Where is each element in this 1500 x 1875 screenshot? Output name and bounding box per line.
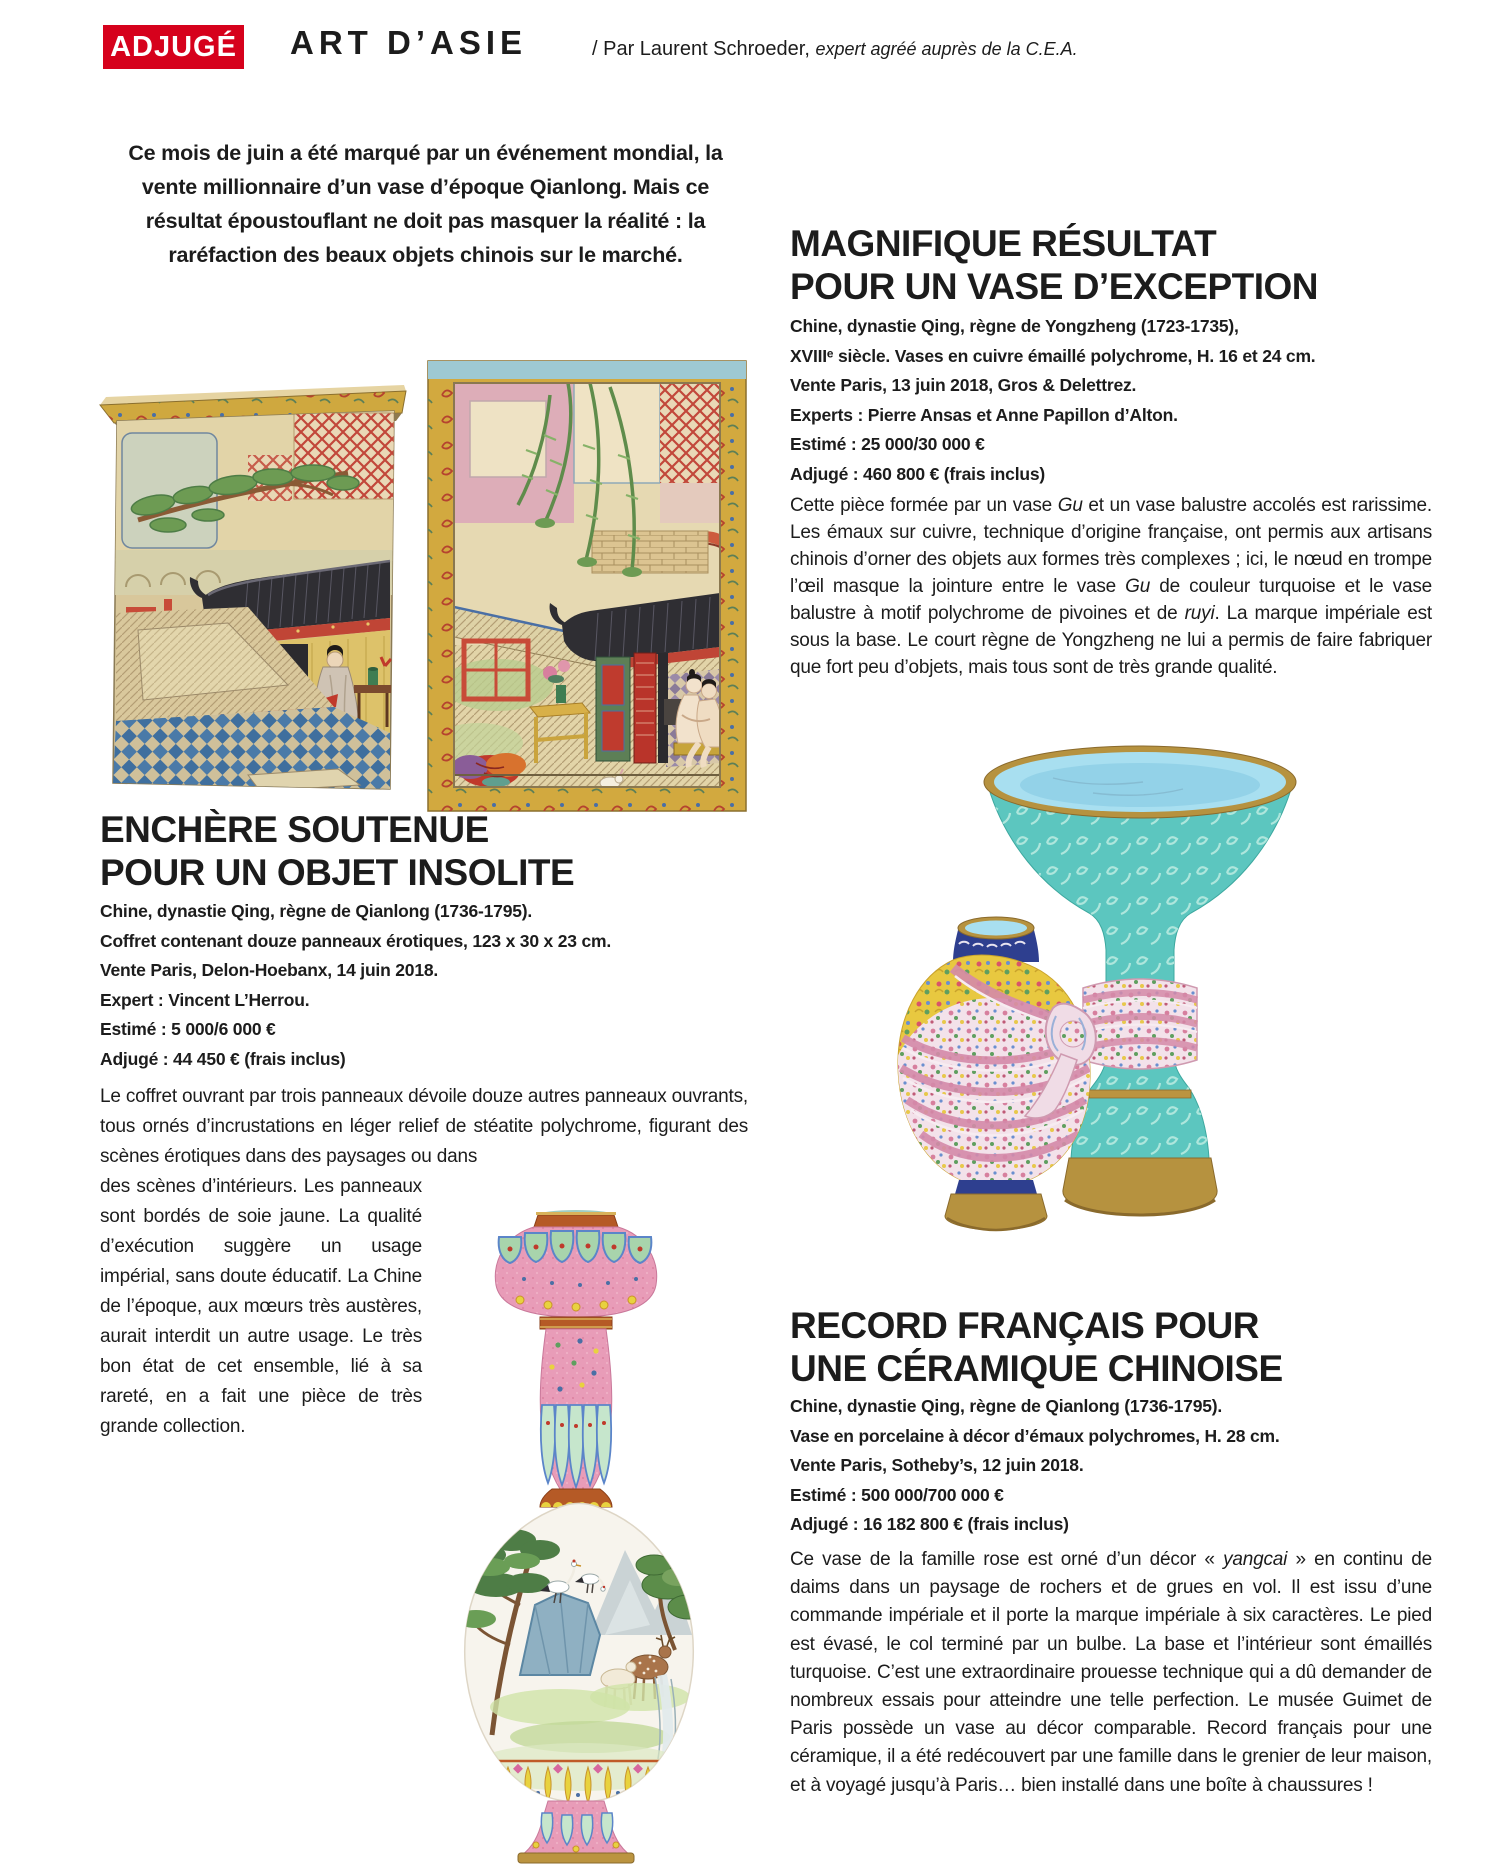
panel-right xyxy=(428,361,746,811)
article-insolite-body-narrow: des scènes d’intérieurs. Les panneaux sont bordés de soie jaune. La qualité d’exécution suggère un usage impérial, sans doute éducatif. La Chine de l’époque, aux mœurs très austères, aurait interdit un autre usage. Le très bon état de cet ensemble, lié à sa rareté, en a fait une pièce de très grande collection. xyxy=(100,1176,422,1437)
detail-line: Chine, dynastie Qing, règne de Yongzheng (1723-1735), xyxy=(790,316,1239,336)
panel-left xyxy=(100,385,406,791)
article-record-title xyxy=(790,1304,1283,1390)
adjuge-badge xyxy=(103,25,244,69)
article-insolite-title-line1: ENCHÈRE SOUTENUE xyxy=(100,809,489,850)
detail-line: Estimé : 500 000/700 000 € xyxy=(790,1484,1004,1505)
figure-garlic-vase xyxy=(440,1205,720,1865)
detail-line: Expert : Vincent L’Herrou. xyxy=(100,989,310,1010)
detail-line: Coffret contenant douze panneaux érotiques, 123 x 30 x 23 cm. xyxy=(100,930,612,951)
article-record-title-line1: RECORD FRANÇAIS POUR xyxy=(790,1305,1259,1346)
article-insolite-title-line2: POUR UN OBJET INSOLITE xyxy=(100,852,575,893)
figure-erotic-panels xyxy=(98,355,748,815)
article-vase-details xyxy=(790,312,1315,489)
detail-line: Experts : Pierre Ansas et Anne Papillon d’Alton. xyxy=(790,404,1178,425)
section-title: ART D’ASIE xyxy=(290,24,528,61)
article-insolite-body-wide: Le coffret ouvrant par trois panneaux dévoile douze autres panneaux ouvrants, tous ornés d’incrustations en léger relief de stéatite polychrome, figurant des scènes érotiques dans des paysages ou dans xyxy=(100,1086,748,1167)
detail-line: XVIIIᵉ siècle. Vases en cuivre émaillé polychrome, H. 16 et 24 cm. xyxy=(790,345,1316,366)
article-vase-body: Cette pièce formée par un vase Gu et un vase balustre accolés est rarissime. Les émaux sur cuivre, technique d’origine française, ont permis aux artisans chinois d’orner des objets aux formes très complexes ; ici, le nœud en trompe l’œil masque la jointure entre le vase Gu de couleur turquoise et le vase balustre à motif polychrome de pivoines et de ruyi. La marque impériale est sous la base. Le court règne de Yongzheng ne lui a permis de faire fabriquer que fort peu d’objets, mais tous sont de très grande qualité. xyxy=(790,495,1433,678)
detail-line: Adjugé : 460 800 € (frais inclus) xyxy=(790,463,1046,484)
double-vase-illustration xyxy=(893,738,1318,1238)
detail-line: Vente Paris, Sotheby’s, 12 juin 2018. xyxy=(790,1455,1084,1475)
byline-credential: expert agréé auprès de la C.E.A. xyxy=(815,39,1078,59)
detail-line: Adjugé : 16 182 800 € (frais inclus) xyxy=(790,1514,1069,1534)
article-record-body: Ce vase de la famille rose est orné d’un décor « yangcai » en continu de daims dans un paysage de rochers et de grues en vol. Il est issu d’une commande impériale et il porte la marque impériale à six caractères. Le pied est évasé, le col terminé par un bulbe. La base et l’intérieur sont émaillés turquoise. C’est une extraordinaire prouesse technique qui a dû demander de nombreux essais pour atteindre une telle perfection. Le musée Guimet de Paris possède un vase au décor comparable. Record français pour une céramique, il a été redécouvert par une famille dans le grenier de leur maison, et à voyagé jusqu’à Paris… bien installé dans une boîte à chaussures ! xyxy=(790,1549,1432,1796)
detail-line: Chine, dynastie Qing, règne de Qianlong (1736-1795). xyxy=(100,901,533,921)
detail-line: Estimé : 5 000/6 000 € xyxy=(100,1019,276,1039)
article-vase-title-line1: MAGNIFIQUE RÉSULTAT xyxy=(790,223,1217,264)
detail-line: Estimé : 25 000/30 000 € xyxy=(790,434,985,454)
erotic-panels-illustration xyxy=(98,355,748,815)
article-record-details xyxy=(790,1392,1280,1540)
detail-line: Chine, dynastie Qing, règne de Qianlong (1736-1795). xyxy=(790,1396,1223,1416)
detail-line: Vente Paris, 13 juin 2018, Gros & Delettrez. xyxy=(790,375,1137,395)
figure-double-vase xyxy=(893,738,1318,1238)
intro-paragraph: Ce mois de juin a été marqué par un événement mondial, la vente millionnaire d’un vase d’époque Qianlong. Mais ce résultat époustouflant ne doit pas masquer la réalité : la raréfaction des beaux objets chinois sur le marché. xyxy=(128,141,723,267)
byline-author: / Par Laurent Schroeder, xyxy=(592,38,816,60)
article-insolite-details xyxy=(100,897,611,1074)
article-vase-title-line2: POUR UN VASE D’EXCEPTION xyxy=(790,266,1319,307)
detail-line: Adjugé : 44 450 € (frais inclus) xyxy=(100,1048,346,1069)
byline xyxy=(592,38,1078,61)
garlic-vase-illustration xyxy=(440,1205,720,1865)
detail-line: Vase en porcelaine à décor d’émaux polychromes, H. 28 cm. xyxy=(790,1425,1280,1446)
article-record-title-line2: UNE CÉRAMIQUE CHINOISE xyxy=(790,1348,1283,1389)
article-insolite-title xyxy=(100,808,574,894)
detail-line: Vente Paris, Delon-Hoebanx, 14 juin 2018. xyxy=(100,960,439,980)
article-vase-title xyxy=(790,222,1318,308)
adjuge-badge-label: ADJUGÉ xyxy=(110,30,237,63)
